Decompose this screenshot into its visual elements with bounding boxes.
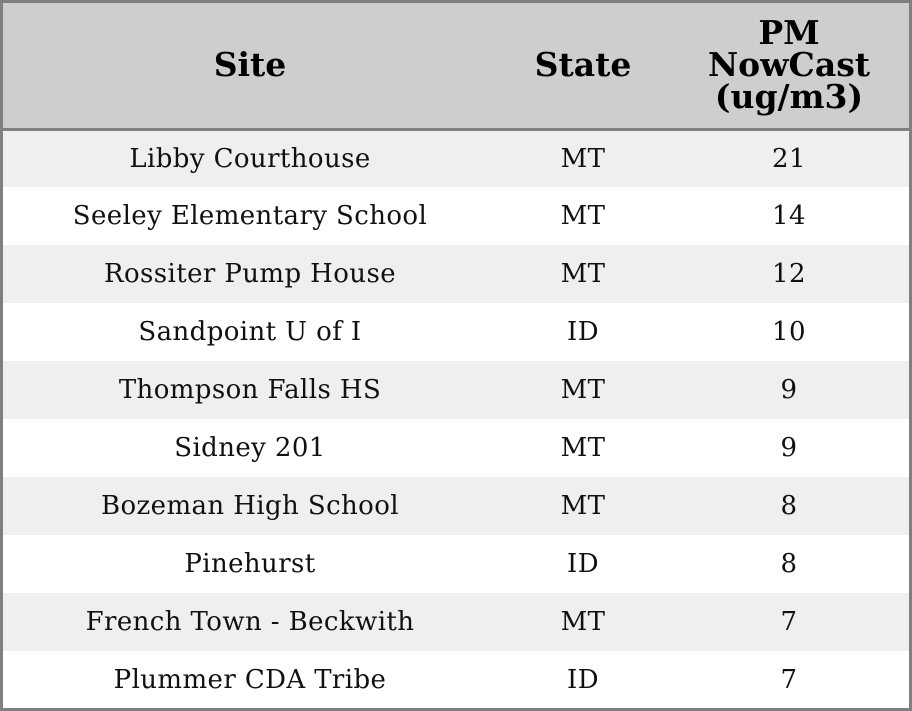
table-row <box>3 535 909 593</box>
state-cell: ID <box>567 317 599 347</box>
pm-value-cell: 8 <box>780 549 798 579</box>
table-row <box>3 245 909 303</box>
state-cell: MT <box>560 607 606 637</box>
site-cell: Sidney 201 <box>174 433 326 463</box>
table-row <box>3 187 909 245</box>
site-cell: Sandpoint U of I <box>138 317 362 347</box>
pm-value-cell: 9 <box>780 375 798 405</box>
state-cell: MT <box>560 491 606 521</box>
pm-value-cell: 12 <box>772 259 806 289</box>
pm-header-line-2: NowCast <box>707 45 871 85</box>
table-row <box>3 593 909 651</box>
pm-value-cell: 21 <box>772 143 806 174</box>
table-row <box>3 651 909 709</box>
site-cell: Plummer CDA Tribe <box>113 665 387 695</box>
table-row <box>3 419 909 477</box>
pm-value-cell: 7 <box>780 607 798 637</box>
state-cell: MT <box>560 201 606 231</box>
state-cell: MT <box>560 433 606 463</box>
state-cell: MT <box>560 375 606 405</box>
pm-nowcast-table <box>3 3 909 709</box>
state-cell: MT <box>560 259 606 289</box>
site-cell: Libby Courthouse <box>129 143 371 174</box>
site-cell: Pinehurst <box>184 549 316 579</box>
pm-value-cell: 8 <box>780 491 798 521</box>
table-row <box>3 361 909 419</box>
state-cell: MT <box>560 143 606 174</box>
pm-header-line-3: (ug/m3) <box>714 77 864 117</box>
header-row <box>3 3 909 129</box>
pm-value-cell: 7 <box>780 665 798 695</box>
pm-value-cell: 14 <box>772 201 806 231</box>
column-header-pm-nowcast[interactable] <box>669 3 909 129</box>
state-cell: ID <box>567 549 599 579</box>
site-cell: French Town - Beckwith <box>85 607 415 637</box>
site-cell: Bozeman High School <box>101 491 399 521</box>
column-header-site[interactable]: Site <box>3 3 497 129</box>
table-row <box>3 477 909 535</box>
site-cell: Rossiter Pump House <box>104 259 396 289</box>
table-row <box>3 129 909 187</box>
column-header-state[interactable]: State <box>497 3 669 129</box>
pm-header-line-1: PM <box>758 13 820 53</box>
site-cell: Seeley Elementary School <box>72 201 428 231</box>
state-cell: ID <box>567 665 599 695</box>
site-cell: Thompson Falls HS <box>118 375 382 405</box>
pm-value-cell: 10 <box>772 317 806 347</box>
pm-value-cell: 9 <box>780 433 798 463</box>
table-row <box>3 303 909 361</box>
